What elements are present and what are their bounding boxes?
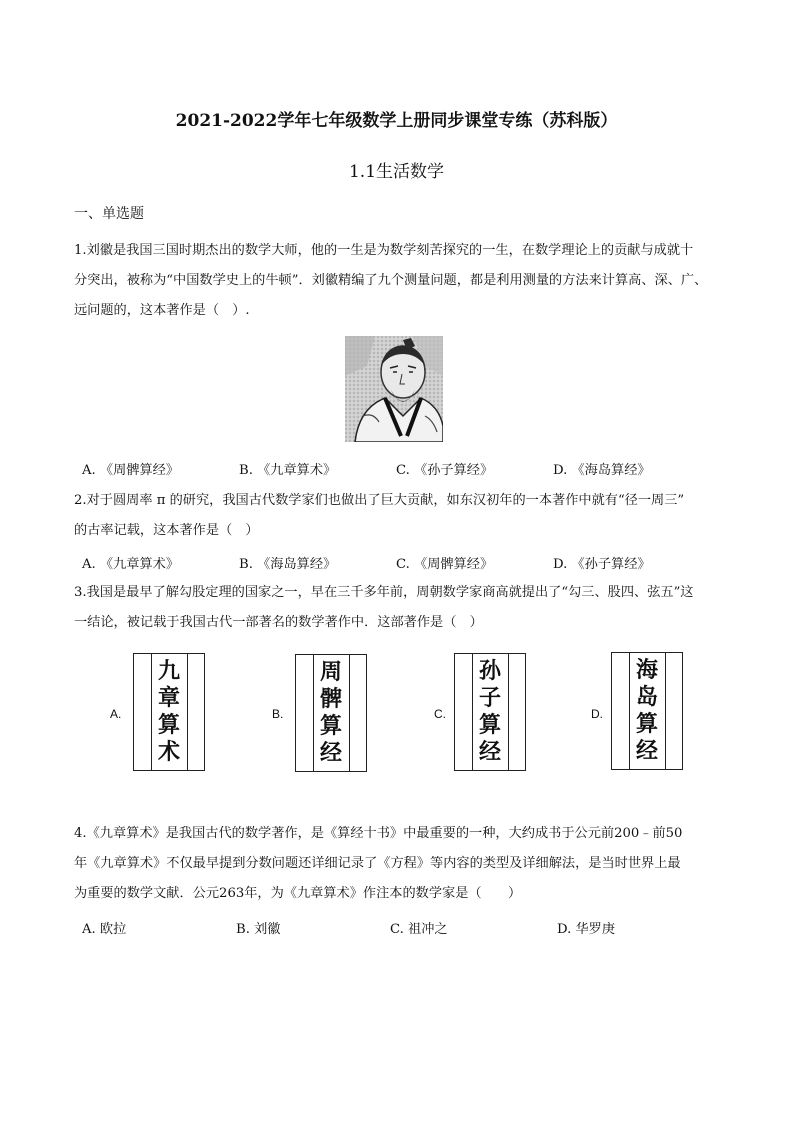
option-1b: B. 《九章算术》 bbox=[239, 463, 337, 478]
book-sunzi-suanjing bbox=[454, 653, 526, 771]
book-title-char: 经 bbox=[635, 739, 658, 764]
liu-hui-portrait bbox=[345, 336, 443, 442]
book-title-char: 术 bbox=[157, 740, 180, 765]
option-4b: B. 刘徽 bbox=[236, 922, 281, 937]
document-subtitle: 1.1生活数学 bbox=[348, 162, 445, 182]
option-2c: C. 《周髀算经》 bbox=[396, 557, 494, 572]
question-3-line: 一结论，被记载于我国古代一部著名的数学著作中．这部著作是（ ） bbox=[74, 615, 483, 630]
book-title-glyphs bbox=[313, 659, 349, 767]
book-title-char: 章 bbox=[157, 686, 180, 711]
book-title-char: 算 bbox=[319, 714, 342, 739]
option-4c: C. 祖冲之 bbox=[390, 922, 448, 937]
book-title-char: 经 bbox=[319, 741, 342, 766]
book-title-char: 子 bbox=[478, 686, 501, 711]
section-heading: 一、单选题 bbox=[74, 206, 144, 222]
book-title-char: 孙 bbox=[478, 659, 501, 684]
question-1-line: 1.刘徽是我国三国时期杰出的数学大师，他的一生是为数学刻苦探究的一生，在数学理论上的贡献与成就十 bbox=[74, 243, 694, 258]
question-4-line: 4.《九章算术》是我国古代的数学著作，是《算经十书》中最重要的一种，大约成书于公元前200﹣前50 bbox=[74, 826, 683, 841]
book-title-char: 周 bbox=[319, 660, 342, 685]
book-title-char: 算 bbox=[635, 712, 658, 737]
question-2-line: 的古率记载，这本著作是（ ） bbox=[74, 523, 259, 538]
book-title-char: 算 bbox=[478, 713, 501, 738]
book-jiuzhang-suanshu bbox=[133, 653, 205, 771]
question-1-text bbox=[74, 236, 724, 326]
book-zhoubi-suanjing bbox=[295, 654, 367, 772]
book-b-label: B. bbox=[272, 707, 284, 721]
book-title-glyphs bbox=[629, 657, 665, 765]
option-1c: C. 《孙子算经》 bbox=[396, 463, 494, 478]
book-title-char: 九 bbox=[157, 659, 180, 684]
question-2-line: 2.对于圆周率 π 的研究，我国古代数学家们也做出了巨大贡献，如东汉初年的一本著作中就有“径一周三” bbox=[74, 493, 685, 508]
question-3-line: 3.我国是最早了解勾股定理的国家之一，早在三千多年前，周朝数学家商高就提出了“勾三、股四、弦五”这 bbox=[74, 585, 694, 600]
question-1-line: 远问题的，这本著作是（ ）. bbox=[74, 303, 250, 318]
question-3-text bbox=[74, 578, 724, 638]
option-4d: D. 华罗庚 bbox=[557, 922, 616, 937]
option-2a: A. 《九章算术》 bbox=[82, 557, 180, 572]
document-title: 2021-2022学年七年级数学上册同步课堂专练（苏科版） bbox=[175, 111, 618, 131]
book-a-label: A. bbox=[110, 707, 122, 721]
book-title-glyphs bbox=[472, 658, 508, 766]
book-title-char: 算 bbox=[157, 713, 180, 738]
option-4a: A. 欧拉 bbox=[82, 922, 127, 937]
book-title-glyphs bbox=[151, 658, 187, 766]
question-2-text bbox=[74, 486, 724, 546]
book-title-char: 海 bbox=[635, 658, 658, 683]
book-c-label: C. bbox=[434, 707, 446, 721]
book-title-char: 岛 bbox=[635, 685, 658, 710]
question-1-line: 分突出，被称为“中国数学史上的牛顿”．刘徽精编了九个测量问题，都是利用测量的方法来计算高、深、广、 bbox=[74, 273, 708, 288]
book-title-char: 经 bbox=[478, 740, 501, 765]
option-1a: A. 《周髀算经》 bbox=[82, 463, 180, 478]
question-4-text bbox=[74, 819, 724, 909]
book-title-char: 髀 bbox=[319, 687, 342, 712]
option-2b: B. 《海岛算经》 bbox=[239, 557, 337, 572]
option-1d: D. 《海岛算经》 bbox=[553, 463, 651, 478]
book-d-label: D. bbox=[591, 707, 603, 721]
question-4-line: 为重要的数学文献．公元263年，为《九章算术》作注本的数学家是（ ） bbox=[74, 886, 522, 901]
question-4-line: 年《九章算术》不仅最早提到分数问题还详细记录了《方程》等内容的类型及详细解法，是当时世界上最 bbox=[74, 856, 681, 871]
option-2d: D. 《孙子算经》 bbox=[553, 557, 651, 572]
book-haidao-suanjing bbox=[611, 652, 683, 770]
